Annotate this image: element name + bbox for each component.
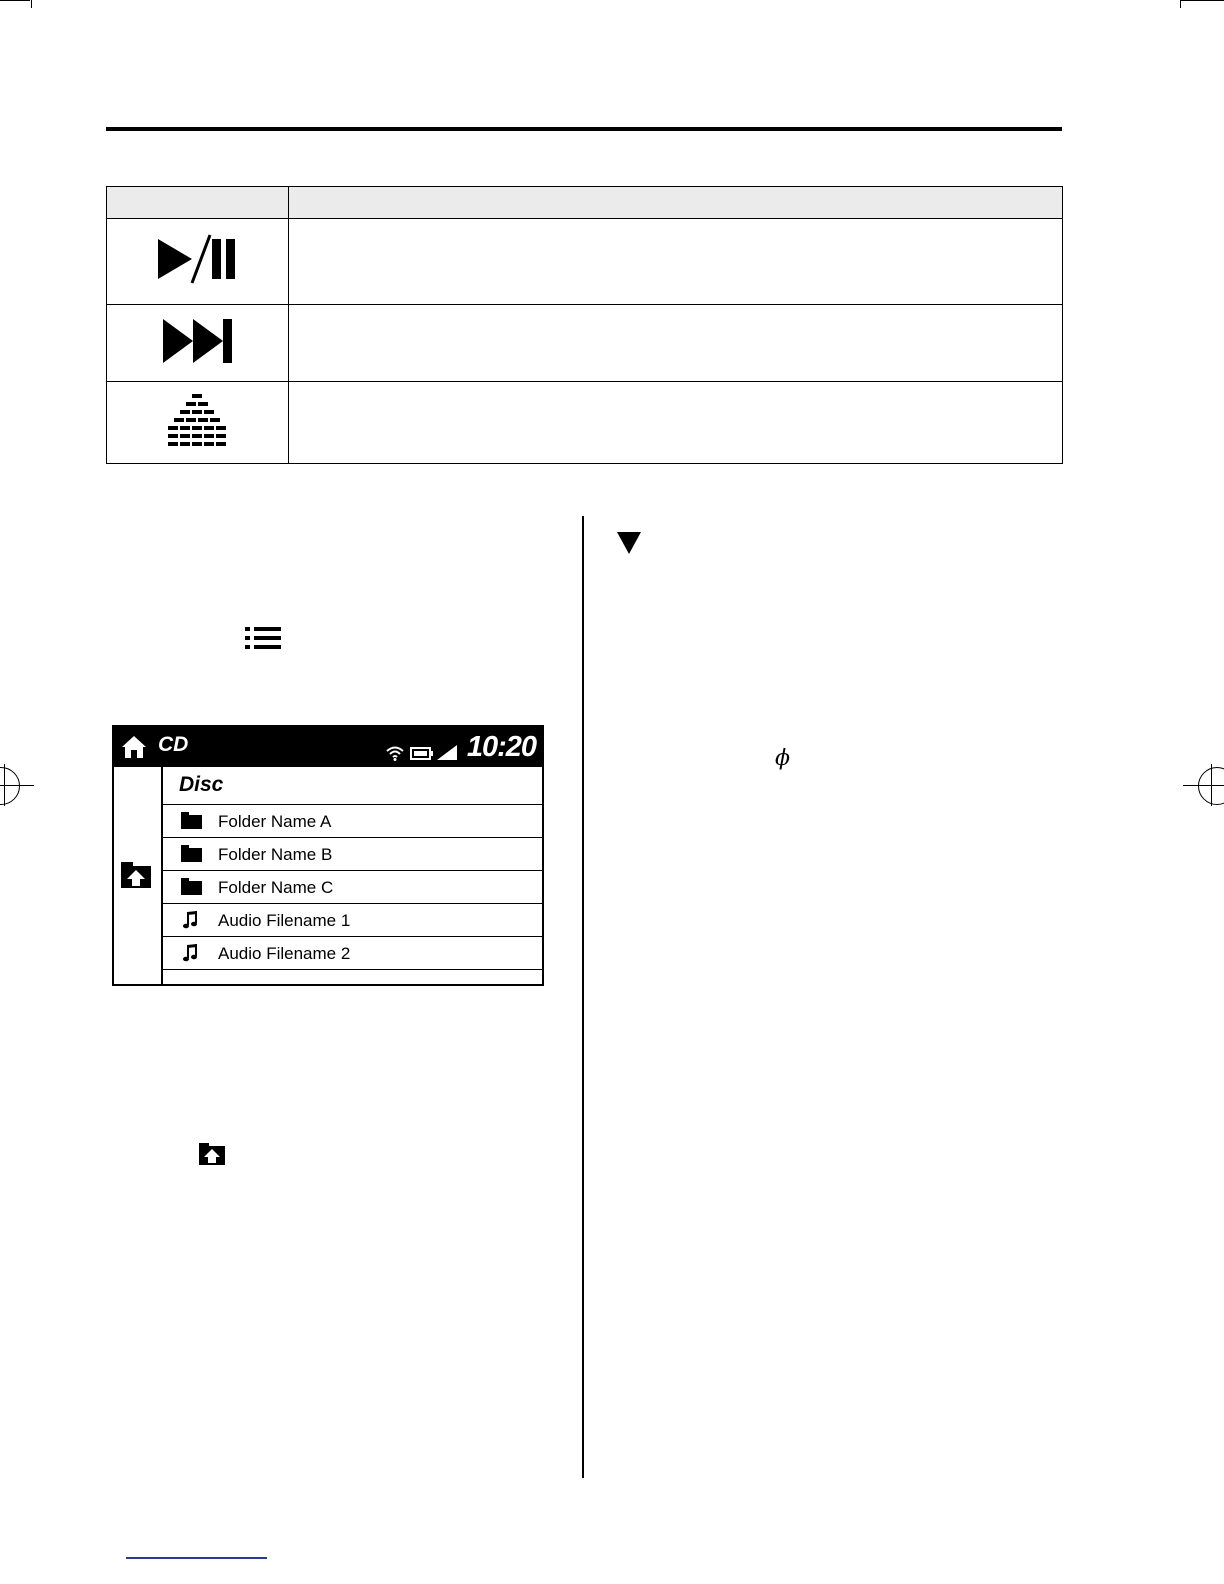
home-icon[interactable] bbox=[121, 735, 147, 759]
equalizer-icon bbox=[166, 392, 230, 448]
table-cell-icon bbox=[107, 305, 289, 382]
registration-line-right-v bbox=[1211, 764, 1212, 806]
list-title-row bbox=[163, 767, 544, 805]
table-cell-icon bbox=[107, 382, 289, 464]
wifi-icon bbox=[386, 745, 404, 761]
phi-symbol: ϕ bbox=[775, 746, 790, 771]
signal-icon bbox=[437, 745, 457, 760]
table-cell-description bbox=[289, 219, 1063, 305]
table-row bbox=[107, 382, 1063, 464]
table-row bbox=[107, 305, 1063, 382]
folder-up-icon bbox=[199, 1143, 225, 1165]
screen-status-bar bbox=[114, 727, 542, 767]
folder-icon bbox=[181, 845, 203, 863]
list-item-label: Audio Filename 2 bbox=[218, 944, 351, 963]
table-cell-description bbox=[289, 382, 1063, 464]
list-item[interactable] bbox=[163, 871, 544, 904]
crop-mark-tr-h bbox=[1181, 0, 1224, 1]
registration-line-left-h bbox=[0, 785, 34, 786]
folder-icon bbox=[181, 812, 203, 830]
play-pause-icon bbox=[156, 233, 240, 285]
folder-up-icon[interactable] bbox=[121, 862, 151, 888]
table-header-row bbox=[107, 187, 1063, 219]
music-note-icon bbox=[181, 944, 203, 962]
screen-back-panel bbox=[114, 767, 163, 986]
section-header-rule bbox=[106, 127, 1062, 131]
crop-mark-tl-v bbox=[31, 0, 32, 8]
fast-forward-icon bbox=[161, 317, 235, 365]
battery-icon bbox=[410, 747, 434, 760]
list-item-label: Folder Name C bbox=[218, 878, 334, 897]
list-item-label: Folder Name A bbox=[218, 812, 332, 831]
column-divider bbox=[582, 516, 584, 1478]
list-icon bbox=[245, 627, 281, 649]
registration-line-left-v bbox=[4, 764, 5, 806]
triangle-down-icon bbox=[617, 532, 641, 554]
table-cell-description bbox=[289, 305, 1063, 382]
screen-file-list bbox=[163, 767, 544, 970]
registration-mark-left bbox=[0, 767, 20, 805]
screen-clock: 10:20 bbox=[466, 731, 536, 763]
list-item-label: Folder Name B bbox=[218, 845, 333, 864]
folder-icon bbox=[181, 878, 203, 896]
list-item[interactable] bbox=[163, 937, 544, 970]
registration-line-right-h bbox=[1183, 785, 1224, 786]
cd-browser-screen bbox=[112, 725, 544, 986]
screen-source-title: CD bbox=[158, 733, 189, 756]
list-item-label: Audio Filename 1 bbox=[218, 911, 351, 930]
table-row bbox=[107, 219, 1063, 305]
table-header-icon bbox=[107, 187, 289, 219]
music-note-icon bbox=[181, 911, 203, 929]
footer-link-underline[interactable] bbox=[126, 1557, 267, 1559]
crop-mark-tr-v bbox=[1180, 0, 1181, 8]
list-item[interactable] bbox=[163, 838, 544, 871]
crop-mark-tl-h bbox=[0, 0, 30, 1]
controls-table bbox=[106, 186, 1063, 464]
list-item[interactable] bbox=[163, 805, 544, 838]
list-title: Disc bbox=[179, 773, 224, 796]
table-header-description bbox=[289, 187, 1063, 219]
table-cell-icon bbox=[107, 219, 289, 305]
list-item[interactable] bbox=[163, 904, 544, 937]
